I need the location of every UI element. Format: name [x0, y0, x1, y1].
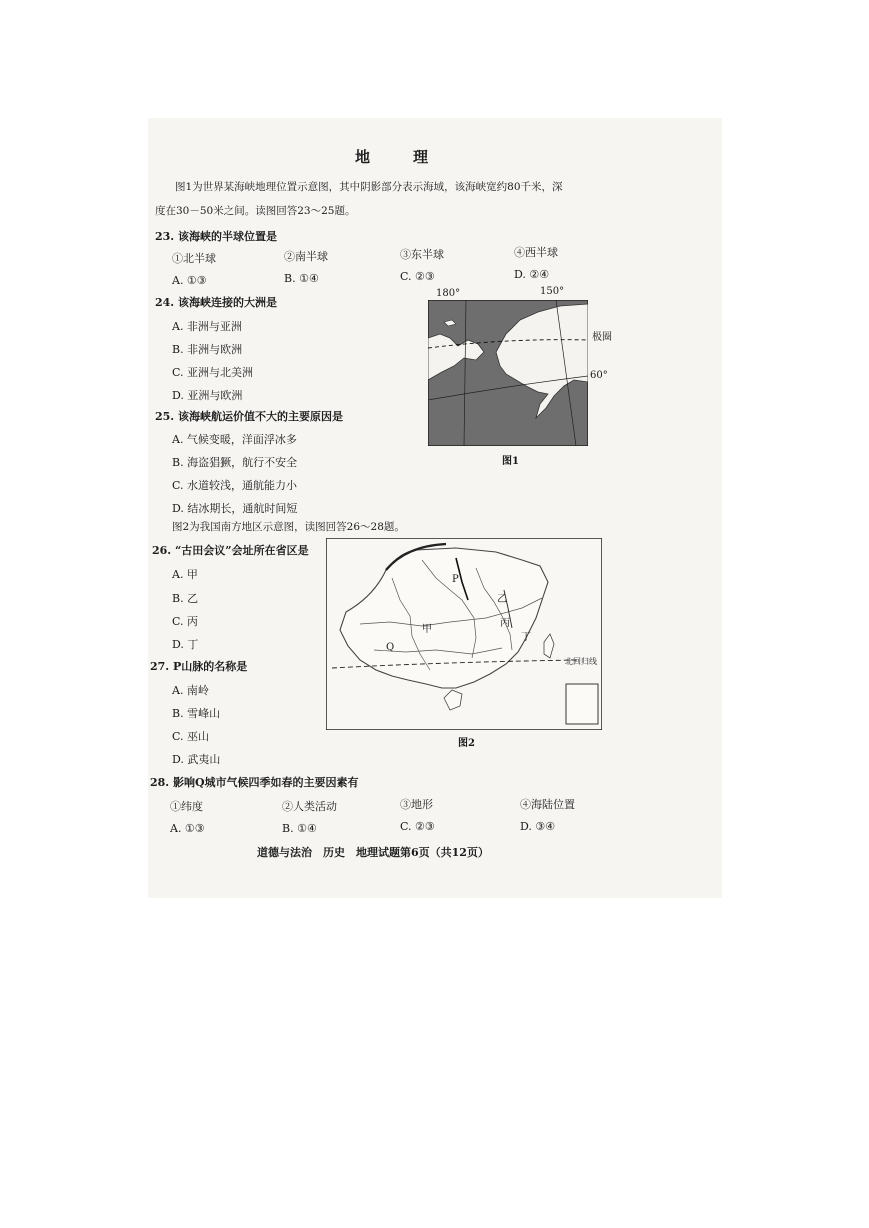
q27-stem: 27. P山脉的名称是	[150, 660, 248, 673]
q23-stem: 23. 该海峡的半球位置是	[155, 230, 277, 243]
fig2-tropic-label: 北回归线	[565, 657, 597, 666]
intro-1-line-1: 图1为世界某海峡地理位置示意图，其中阴影部分表示海域，该海峡宽约80千米，深	[175, 181, 563, 193]
q24-stem: 24. 该海峡连接的大洲是	[155, 296, 277, 309]
q28-option-b: B. ①④	[282, 822, 317, 835]
fig2-south-china-map	[326, 538, 602, 730]
q23-choice-2: ②南半球	[284, 250, 328, 263]
fig1-lon-150-label: 150°	[540, 286, 565, 297]
q28-choice-1: ①纬度	[170, 800, 203, 813]
q23-option-c: C. ②③	[400, 270, 435, 283]
page-title: 地 理	[355, 148, 443, 166]
q23-choice-3: ③东半球	[400, 248, 444, 261]
q24-option-c: C. 亚洲与北美洲	[172, 366, 254, 379]
q27-option-c: C. 巫山	[172, 730, 210, 743]
fig1-lon-180-label: 180°	[436, 288, 461, 299]
q26-option-a: A. 甲	[172, 568, 198, 581]
q26-option-c: C. 丙	[172, 615, 199, 628]
q28-option-c: C. ②③	[400, 820, 435, 833]
q24-option-b: B. 非洲与欧洲	[172, 343, 243, 356]
fig1-arctic-circle-label: 极圈	[592, 332, 612, 343]
q24-option-d: D. 亚洲与欧洲	[172, 389, 243, 402]
q28-choice-2: ②人类活动	[282, 800, 337, 813]
q28-choice-4: ④海陆位置	[520, 798, 575, 811]
q27-option-b: B. 雪峰山	[172, 707, 221, 720]
q23-choice-4: ④西半球	[514, 246, 558, 259]
fig2-label-yi: 乙	[497, 594, 507, 605]
q27-option-a: A. 南岭	[172, 684, 209, 697]
fig1-strait-map	[428, 300, 588, 446]
q25-option-b: B. 海盗猖獗，航行不安全	[172, 456, 298, 469]
fig2-caption: 图2	[458, 738, 475, 749]
q27-option-d: D. 武夷山	[172, 753, 221, 766]
intro-2: 图2为我国南方地区示意图，读图回答26～28题。	[172, 521, 405, 533]
fig2-label-p: P	[452, 574, 459, 585]
q26-stem: 26. “古田会议”会址所在省区是	[152, 544, 309, 557]
q28-option-d: D. ③④	[520, 820, 556, 833]
q25-stem: 25. 该海峡航运价值不大的主要原因是	[155, 410, 343, 423]
fig2-label-ding: 丁	[521, 632, 531, 643]
q28-stem: 28. 影响Q城市气候四季如春的主要因素有	[150, 776, 359, 789]
q23-option-a: A. ①③	[172, 274, 207, 287]
fig2-south-sea-inset	[566, 684, 598, 724]
q23-option-d: D. ②④	[514, 268, 550, 281]
fig2-label-bing: 丙	[500, 618, 510, 629]
q23-option-b: B. ①④	[284, 272, 319, 285]
fig2-label-q: Q	[386, 642, 395, 653]
page-footer: 道德与法治 历史 地理试题第6页（共12页）	[257, 846, 489, 859]
fig2-label-jia: 甲	[422, 624, 432, 635]
q25-option-c: C. 水道较浅，通航能力小	[172, 479, 298, 492]
q28-option-a: A. ①③	[170, 822, 205, 835]
q26-option-d: D. 丁	[172, 638, 199, 651]
intro-1-line-2: 度在30－50米之间。读图回答23～25题。	[155, 205, 356, 217]
q25-option-a: A. 气候变暖，洋面浮冰多	[172, 433, 297, 446]
q25-option-d: D. 结冰期长，通航时间短	[172, 502, 298, 515]
q26-option-b: B. 乙	[172, 592, 199, 605]
fig1-lat-60-label: 60°	[590, 370, 608, 381]
fig1-caption: 图1	[502, 456, 519, 467]
q24-option-a: A. 非洲与亚洲	[172, 320, 242, 333]
q28-choice-3: ③地形	[400, 798, 433, 811]
q23-choice-1: ①北半球	[172, 252, 216, 265]
